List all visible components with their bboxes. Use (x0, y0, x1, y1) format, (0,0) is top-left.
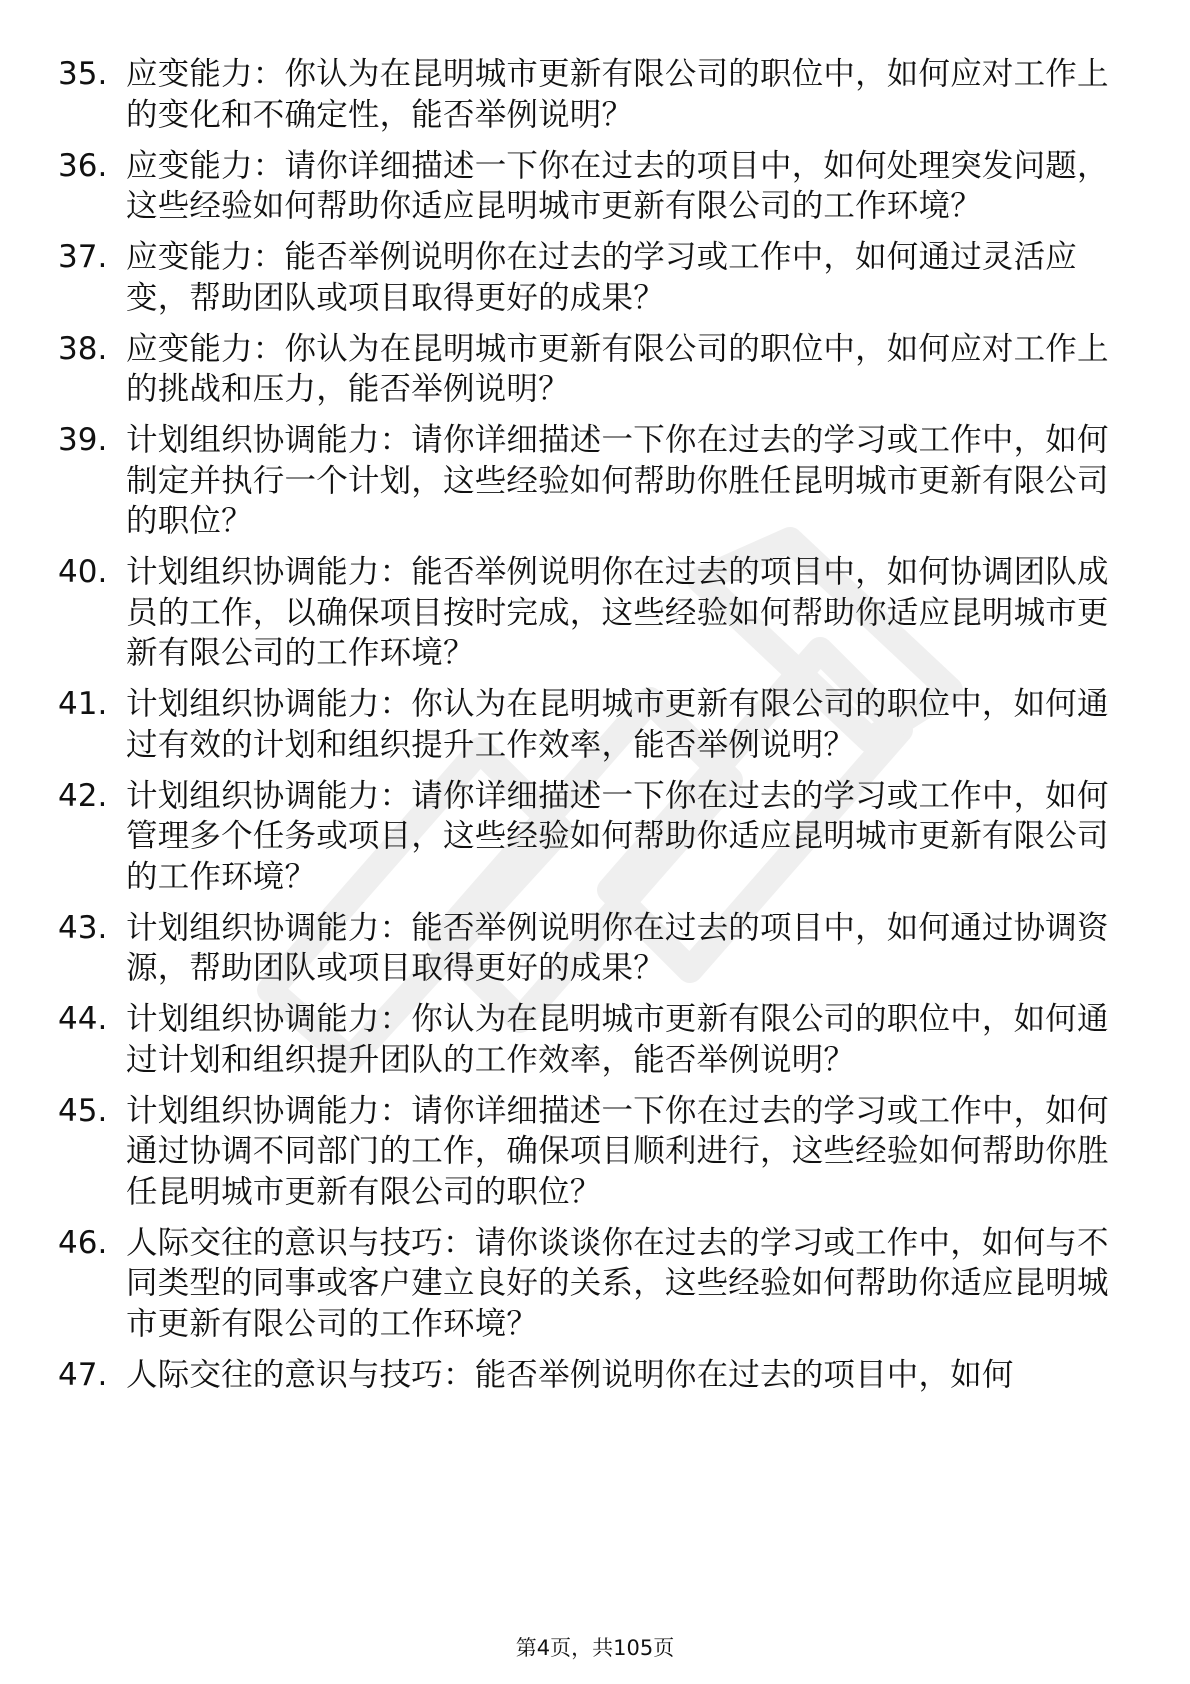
question-number: 42. (58, 777, 108, 814)
question-number: 43. (58, 909, 108, 946)
question-number: 38. (58, 330, 108, 367)
question-number: 35. (58, 56, 108, 92)
question-item (58, 1355, 1118, 1396)
question-number: 37. (58, 239, 108, 275)
question-text: 计划组织协调能力：请你详细描述一下你在过去的学习或工作中，如何制定并执行一个计划，这些经验如何帮助你胜任昆明城市更新有限公司的职位？ (126, 422, 1109, 539)
question-text: 应变能力：请你详细描述一下你在过去的项目中，如何处理突发问题，这些经验如何帮助你适应昆明城市更新有限公司的工作环境？ (126, 147, 1109, 224)
question-text: 应变能力：你认为在昆明城市更新有限公司的职位中，如何应对工作上的挑战和压力，能否举例说明？ (126, 330, 1109, 407)
question-item (58, 776, 1118, 898)
question-text: 应变能力：能否举例说明你在过去的学习或工作中，如何通过灵活应变，帮助团队或项目取得更好的成果？ (126, 239, 1078, 316)
question-item (58, 999, 1118, 1080)
question-text: 计划组织协调能力：请你详细描述一下你在过去的学习或工作中，如何通过协调不同部门的工作，确保项目顺利进行，这些经验如何帮助你胜任昆明城市更新有限公司的职位？ (126, 1092, 1109, 1210)
question-item (58, 1091, 1118, 1213)
question-item (58, 684, 1118, 765)
question-item (58, 237, 1118, 318)
question-number: 41. (58, 686, 108, 722)
question-text: 人际交往的意识与技巧：请你谈谈你在过去的学习或工作中，如何与不同类型的同事或客户建立良好的关系，这些经验如何帮助你适应昆明城市更新有限公司的工作环境？ (126, 1224, 1109, 1342)
question-text: 应变能力：你认为在昆明城市更新有限公司的职位中，如何应对工作上的变化和不确定性，能否举例说明？ (126, 56, 1109, 133)
question-item (58, 420, 1118, 542)
question-number: 40. (58, 554, 108, 590)
question-text: 计划组织协调能力：你认为在昆明城市更新有限公司的职位中，如何通过有效的计划和组织提升工作效率，能否举例说明？ (126, 686, 1109, 763)
question-item (58, 329, 1118, 410)
question-number: 46. (58, 1224, 108, 1261)
question-number: 36. (58, 147, 108, 184)
question-text: 人际交往的意识与技巧：能否举例说明你在过去的项目中，如何 (126, 1356, 1014, 1393)
question-item (58, 1223, 1118, 1345)
question-number: 39. (58, 422, 108, 458)
question-item (58, 54, 1118, 135)
question-text: 计划组织协调能力：你认为在昆明城市更新有限公司的职位中，如何通过计划和组织提升团队的工作效率，能否举例说明？ (126, 1001, 1109, 1078)
question-list (58, 54, 1118, 1406)
question-number: 47. (58, 1356, 108, 1393)
page-footer: 第4页，共105页 (515, 1636, 675, 1660)
question-item (58, 552, 1118, 674)
question-text: 计划组织协调能力：能否举例说明你在过去的项目中，如何通过协调资源，帮助团队或项目取得更好的成果？ (126, 909, 1109, 986)
question-text: 计划组织协调能力：能否举例说明你在过去的项目中，如何协调团队成员的工作，以确保项目按时完成，这些经验如何帮助你适应昆明城市更新有限公司的工作环境？ (126, 554, 1109, 671)
question-number: 45. (58, 1092, 108, 1129)
question-text: 计划组织协调能力：请你详细描述一下你在过去的学习或工作中，如何管理多个任务或项目，这些经验如何帮助你适应昆明城市更新有限公司的工作环境？ (126, 777, 1109, 895)
question-item (58, 146, 1118, 227)
question-item (58, 908, 1118, 989)
question-number: 44. (58, 1001, 108, 1037)
